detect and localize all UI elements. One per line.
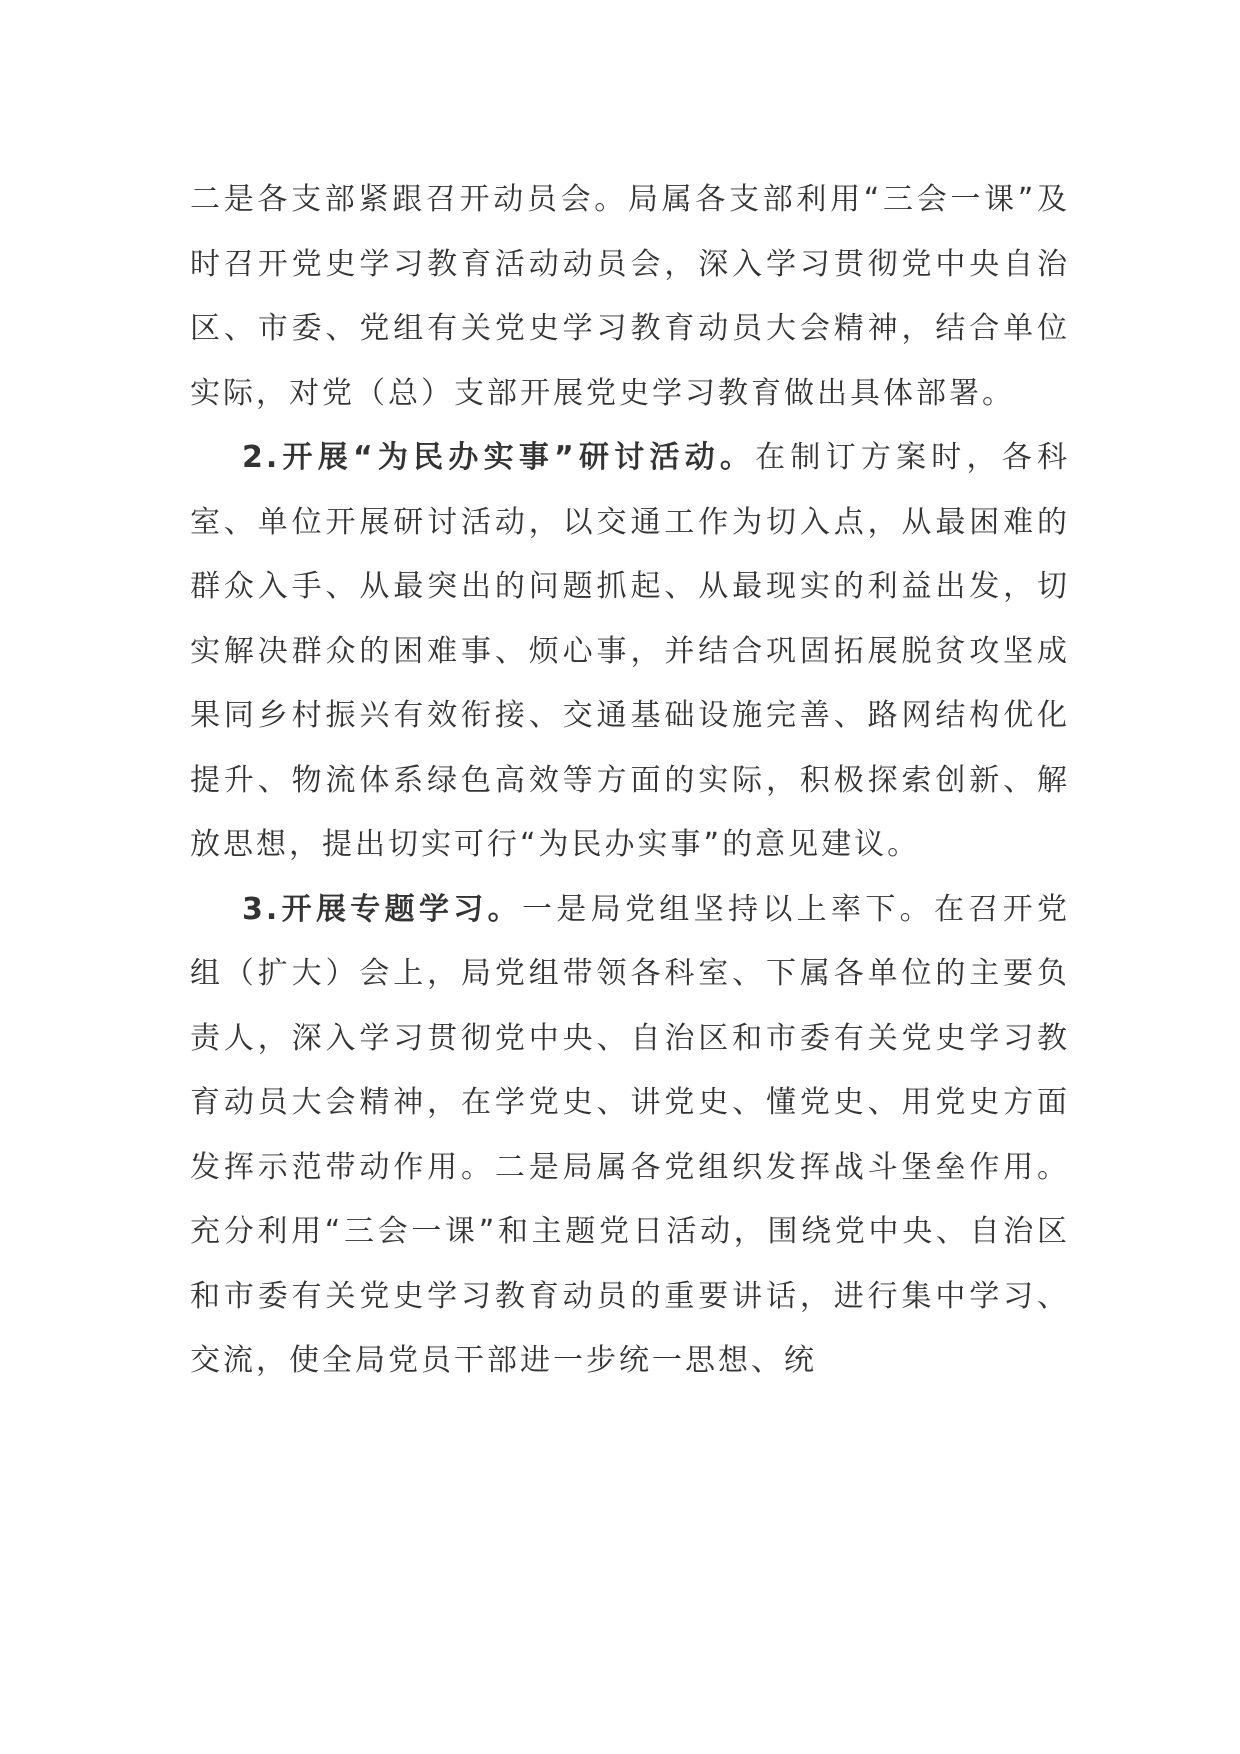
paragraph-3-heading: 3.开展专题学习。 bbox=[242, 891, 522, 927]
paragraph-2-body: 在制订方案时，各科室、单位开展研讨活动，以交通工作为切入点，从最困难的群众入手、从最突出的问题抓起、从最现实的利益出发，切实解决群众的困难事、烦心事，并结合巩固拓展脱贫攻坚成果同乡村振兴有效衔接、交通基础设施完善、路网结构优化提升、物流体系绿色高效等方面的实际，积极探索创新、解放思想，提出切实可行“为民办实事”的意见建议。 bbox=[190, 440, 1070, 862]
paragraph-section-3 bbox=[190, 878, 1070, 1394]
paragraph-1-body: 二是各支部紧跟召开动员会。局属各支部利用“三会一课”及时召开党史学习教育活动动员会，深入学习贯彻党中央自治区、市委、党组有关党史学习教育动员大会精神，结合单位实际，对党（总）支部开展党史学习教育做出具体部署。 bbox=[190, 182, 1070, 411]
paragraph-section-2 bbox=[190, 426, 1070, 878]
paragraph-2-heading: 2.开展“为民办实事”研讨活动。 bbox=[242, 440, 756, 475]
paragraph-3-body: 一是局党组坚持以上率下。在召开党组（扩大）会上，局党组带领各科室、下属各单位的主要负责人，深入学习贯彻党中央、自治区和市委有关党史学习教育动员大会精神，在学党史、讲党史、懂党史、用党史方面发挥示范带动作用。二是局属各党组织发挥战斗堡垒作用。充分利用“三会一课”和主题党日活动，围绕党中央、自治区和市委有关党史学习教育动员的重要讲话，进行集中学习、交流，使全局党员干部进一步统一思想、统 bbox=[190, 891, 1071, 1378]
document-body bbox=[190, 168, 1070, 1394]
paragraph-continuation bbox=[190, 168, 1070, 426]
